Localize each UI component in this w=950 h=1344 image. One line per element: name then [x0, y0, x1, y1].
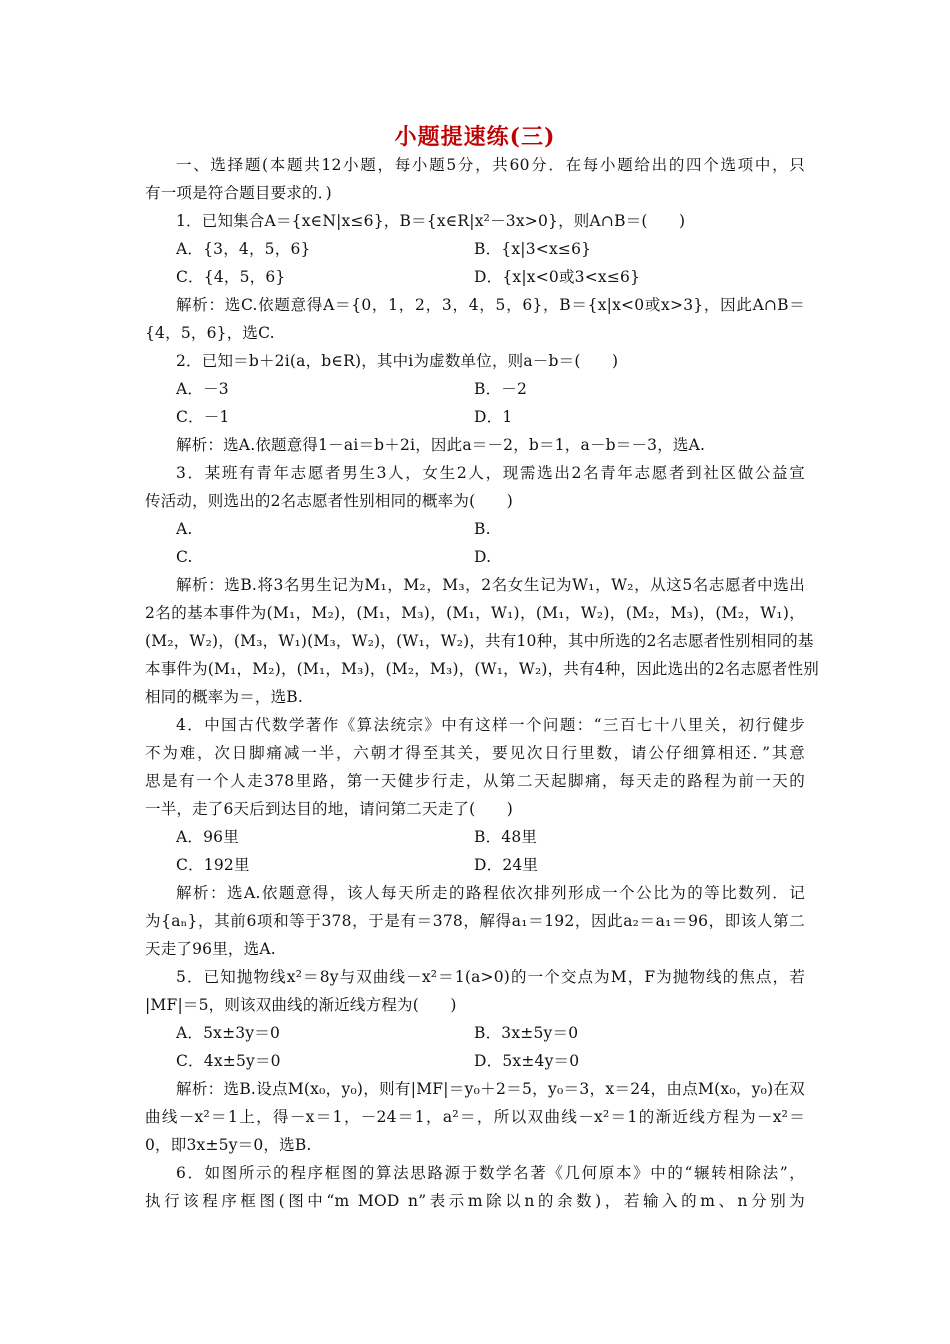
q1-stem: 1．已知集合A＝{x∈N|x≤6}，B＝{x∈R|x²－3x>0}，则A∩B＝( )	[176, 212, 686, 230]
q2-stem: 2．已知＝b＋2i(a，b∈R)，其中i为虚数单位，则a－b＝( )	[176, 352, 619, 370]
q5-solution-line-3: 0，即3x±5y＝0，选B.	[145, 1136, 312, 1154]
section-intro-line-1: 一、选择题(本题共12小题，每小题5分，共60分．在每小题给出的四个选项中，只	[176, 156, 805, 174]
q4-solution-line-3: 天走了96里，选A.	[145, 940, 276, 958]
q4-option-c: C．192里	[176, 856, 250, 874]
q3-stem-line-1: 3．某班有青年志愿者男生3人，女生2人，现需选出2名青年志愿者到社区做公益宣	[176, 464, 805, 482]
q5-stem-line-1: 5．已知抛物线x²＝8y与双曲线－x²＝1(a>0)的一个交点为M，F为抛物线的焦点，若	[176, 968, 805, 986]
q6-stem-line-2: 执行该程序框图(图中“m MOD n”表示m除以n的余数)，若输入的m、n分别为	[145, 1192, 805, 1210]
q1-option-b: B．{x|3<x≤6}	[474, 240, 592, 258]
q3-solution-line-1: 解析：选B.将3名男生记为M₁，M₂，M₃，2名女生记为W₁，W₂，从这5名志愿者中选出	[176, 576, 805, 594]
q1-option-d: D．{x|x<0或3<x≤6}	[474, 268, 641, 286]
q4-option-a: A．96里	[176, 828, 239, 846]
q1-option-a: A．{3，4，5，6}	[176, 240, 311, 258]
q3-solution-line-4: 本事件为(M₁，M₂)，(M₁，M₃)，(M₂，M₃)，(W₁，W₂)，共有4种，因此选出的2名志愿者性别	[145, 660, 819, 678]
q3-option-a: A.	[176, 520, 193, 538]
q4-solution-line-2: 为{aₙ}，其前6项和等于378，于是有＝378，解得a₁＝192，因此a₂＝a₁＝96，即该人第二	[145, 912, 805, 930]
q2-option-d: D．1	[474, 408, 513, 426]
q5-solution-line-1: 解析：选B.设点M(x₀，y₀)，则有|MF|＝y₀＋2＝5，y₀＝3，x＝24，由点M(x₀，y₀)在双	[176, 1080, 805, 1098]
q4-stem-line-3: 思是有一个人走378里路，第一天健步行走，从第二天起脚痛，每天走的路程为前一天的	[145, 772, 805, 790]
q4-stem-line-2: 不为难，次日脚痛减一半，六朝才得至其关，要见次日行里数，请公仔细算相还．”其意	[145, 744, 805, 762]
q3-solution-line-3: (M₂，W₂)，(M₃，W₁)(M₃，W₂)，(W₁，W₂)，共有10种，其中所选的2名志愿者性别相同的基	[145, 632, 814, 650]
q2-option-a: A．－3	[176, 380, 229, 398]
q5-solution-line-2: 曲线－x²＝1上，得－x＝1，－24＝1，a²＝，所以双曲线－x²＝1的渐近线方程为－x²＝	[145, 1108, 805, 1126]
q4-solution-line-1: 解析：选A.依题意得，该人每天所走的路程依次排列形成一个公比为的等比数列．记	[176, 884, 805, 902]
q5-option-b: B．3x±5y＝0	[474, 1024, 579, 1042]
q2-option-c: C．－1	[176, 408, 230, 426]
q3-option-d: D.	[474, 548, 492, 566]
q5-option-d: D．5x±4y＝0	[474, 1052, 580, 1070]
q2-option-b: B．－2	[474, 380, 528, 398]
q6-stem-line-1: 6．如图所示的程序框图的算法思路源于数学名著《几何原本》中的“辗转相除法”，	[176, 1164, 805, 1182]
q4-option-b: B．48里	[474, 828, 538, 846]
q5-option-c: C．4x±5y＝0	[176, 1052, 281, 1070]
q5-stem-line-2: |MF|＝5，则该双曲线的渐近线方程为( )	[145, 996, 457, 1014]
page-title: 小题提速练(三)	[394, 124, 556, 150]
q4-stem-line-4: 一半，走了6天后到达目的地，请问第二天走了( )	[145, 800, 513, 818]
q3-solution-line-2: 2名的基本事件为(M₁，M₂)，(M₁，M₃)，(M₁，W₁)，(M₁，W₂)，(M₂，M₃)，(M₂，W₁)，	[145, 604, 805, 622]
q4-option-d: D．24里	[474, 856, 539, 874]
q3-option-c: C.	[176, 548, 193, 566]
q1-solution-line-1: 解析：选C.依题意得A＝{0，1，2，3，4，5，6}，B＝{x|x<0或x>3}，因此A∩B＝	[176, 296, 805, 314]
q1-solution-line-2: {4，5，6}，选C.	[145, 324, 275, 342]
q1-option-c: C．{4，5，6}	[176, 268, 286, 286]
section-intro-line-2: 有一项是符合题目要求的．)	[145, 184, 332, 202]
q5-option-a: A．5x±3y＝0	[176, 1024, 281, 1042]
q3-stem-line-2: 传活动，则选出的2名志愿者性别相同的概率为( )	[145, 492, 513, 510]
q2-solution: 解析：选A.依题意得1－ai＝b＋2i，因此a＝－2，b＝1，a－b＝－3，选A.	[176, 436, 706, 454]
q3-solution-line-5: 相同的概率为＝，选B.	[145, 688, 304, 706]
q4-stem-line-1: 4．中国古代数学著作《算法统宗》中有这样一个问题：“三百七十八里关，初行健步	[176, 716, 805, 734]
q3-option-b: B.	[474, 520, 491, 538]
